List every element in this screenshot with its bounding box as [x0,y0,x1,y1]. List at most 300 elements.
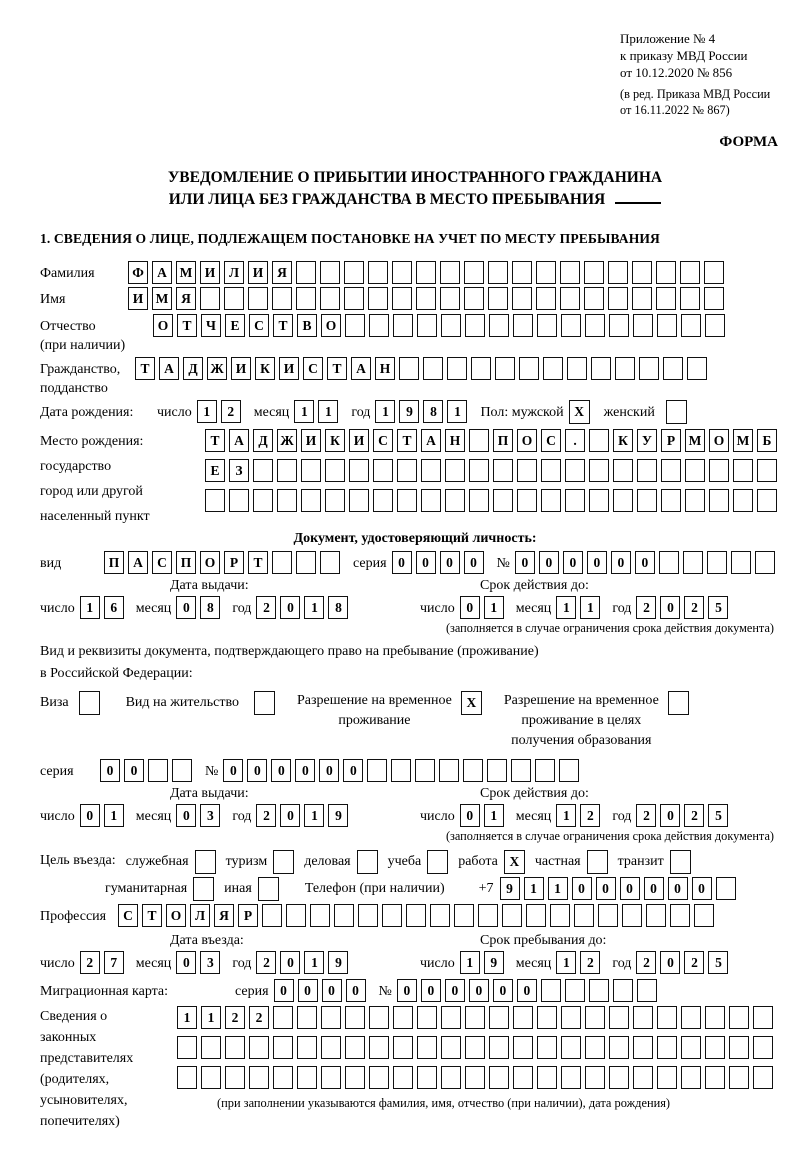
char-box[interactable]: Я [176,287,196,310]
char-box[interactable] [447,357,467,380]
char-box[interactable]: 9 [399,400,419,423]
char-box[interactable] [441,1036,461,1059]
female-checkbox[interactable] [666,400,687,424]
char-box[interactable] [345,1066,365,1089]
char-box[interactable] [657,1006,677,1029]
char-box[interactable] [441,314,461,337]
char-box[interactable]: В [297,314,317,337]
male-checkbox[interactable]: X [569,400,590,424]
purpose-study-checkbox[interactable] [427,850,448,874]
char-box[interactable]: 5 [708,951,728,974]
char-box[interactable] [321,1036,341,1059]
char-box[interactable] [397,489,417,512]
char-box[interactable] [368,287,388,310]
char-box[interactable] [609,1006,629,1029]
char-box[interactable] [464,287,484,310]
char-box[interactable] [421,459,441,482]
char-box[interactable] [423,357,443,380]
char-box[interactable] [454,904,474,927]
purpose-other-checkbox[interactable] [258,877,279,901]
char-box[interactable] [637,979,657,1002]
residence-permit-checkbox[interactable] [254,691,275,715]
char-box[interactable]: 1 [177,1006,197,1029]
char-box[interactable] [681,314,701,337]
char-box[interactable]: 1 [304,951,324,974]
char-box[interactable]: 0 [587,551,607,574]
char-box[interactable]: А [159,357,179,380]
char-box[interactable]: 0 [322,979,342,1002]
char-box[interactable]: 1 [484,804,504,827]
char-box[interactable] [661,489,681,512]
char-box[interactable]: 0 [176,951,196,974]
char-box[interactable] [646,904,666,927]
char-box[interactable]: 0 [493,979,513,1002]
char-box[interactable] [598,904,618,927]
char-box[interactable] [205,489,225,512]
char-box[interactable] [373,489,393,512]
char-box[interactable]: П [104,551,124,574]
char-box[interactable] [632,287,652,310]
char-box[interactable]: 0 [596,877,616,900]
char-box[interactable] [633,1006,653,1029]
char-box[interactable]: М [733,429,753,452]
char-box[interactable] [345,314,365,337]
char-box[interactable] [517,489,537,512]
char-box[interactable]: З [229,459,249,482]
char-box[interactable]: 1 [447,400,467,423]
char-box[interactable]: 0 [280,951,300,974]
char-box[interactable]: С [303,357,323,380]
char-box[interactable] [585,1036,605,1059]
char-box[interactable]: 1 [484,596,504,619]
char-box[interactable] [464,261,484,284]
char-box[interactable]: 0 [539,551,559,574]
char-box[interactable] [550,904,570,927]
char-box[interactable] [297,1036,317,1059]
char-box[interactable]: 7 [104,951,124,974]
char-box[interactable]: 2 [684,596,704,619]
char-box[interactable] [656,261,676,284]
char-box[interactable]: 0 [460,804,480,827]
char-box[interactable] [478,904,498,927]
char-box[interactable]: 2 [636,596,656,619]
purpose-tourism-checkbox[interactable] [273,850,294,874]
char-box[interactable] [574,904,594,927]
char-box[interactable]: 0 [421,979,441,1002]
char-box[interactable] [417,1036,437,1059]
char-box[interactable]: 1 [524,877,544,900]
char-box[interactable] [541,459,561,482]
char-box[interactable]: М [152,287,172,310]
char-box[interactable] [469,429,489,452]
char-box[interactable] [561,1036,581,1059]
char-box[interactable] [543,357,563,380]
char-box[interactable] [537,1066,557,1089]
char-box[interactable]: 1 [197,400,217,423]
char-box[interactable] [584,287,604,310]
char-box[interactable] [537,314,557,337]
char-box[interactable] [417,314,437,337]
char-box[interactable]: Р [224,551,244,574]
char-box[interactable] [430,904,450,927]
char-box[interactable] [657,1036,677,1059]
char-box[interactable] [537,1006,557,1029]
char-box[interactable] [585,314,605,337]
char-box[interactable]: Ч [201,314,221,337]
char-box[interactable] [273,1036,293,1059]
char-box[interactable] [729,1036,749,1059]
char-box[interactable]: У [637,429,657,452]
char-box[interactable] [513,1006,533,1029]
char-box[interactable] [406,904,426,927]
char-box[interactable] [681,1006,701,1029]
char-box[interactable] [489,1006,509,1029]
char-box[interactable]: 0 [124,759,144,782]
char-box[interactable]: О [166,904,186,927]
char-box[interactable] [609,1036,629,1059]
purpose-humanitarian-checkbox[interactable] [193,877,214,901]
purpose-official-checkbox[interactable] [195,850,216,874]
char-box[interactable] [683,551,703,574]
char-box[interactable]: С [152,551,172,574]
char-box[interactable]: 2 [221,400,241,423]
char-box[interactable] [358,904,378,927]
char-box[interactable] [225,1036,245,1059]
char-box[interactable] [680,287,700,310]
char-box[interactable] [417,1006,437,1029]
char-box[interactable] [392,287,412,310]
purpose-transit-checkbox[interactable] [670,850,691,874]
char-box[interactable]: 0 [563,551,583,574]
char-box[interactable]: 0 [397,979,417,1002]
char-box[interactable]: П [493,429,513,452]
char-box[interactable]: М [685,429,705,452]
char-box[interactable] [633,314,653,337]
char-box[interactable] [297,1066,317,1089]
char-box[interactable] [661,459,681,482]
char-box[interactable] [225,1066,245,1089]
char-box[interactable] [560,261,580,284]
char-box[interactable]: С [373,429,393,452]
char-box[interactable]: 1 [556,804,576,827]
char-box[interactable] [296,287,316,310]
char-box[interactable]: А [128,551,148,574]
char-box[interactable] [537,1036,557,1059]
char-box[interactable]: К [255,357,275,380]
char-box[interactable] [201,1066,221,1089]
char-box[interactable] [613,979,633,1002]
char-box[interactable]: П [176,551,196,574]
char-box[interactable] [705,1036,725,1059]
char-box[interactable] [729,1066,749,1089]
char-box[interactable] [656,287,676,310]
char-box[interactable] [469,459,489,482]
char-box[interactable] [637,459,657,482]
char-box[interactable]: А [351,357,371,380]
char-box[interactable] [177,1036,197,1059]
char-box[interactable] [310,904,330,927]
char-box[interactable]: 2 [249,1006,269,1029]
char-box[interactable] [639,357,659,380]
char-box[interactable] [301,489,321,512]
temp-residence-checkbox[interactable]: X [461,691,482,715]
char-box[interactable] [277,459,297,482]
char-box[interactable]: 2 [580,804,600,827]
char-box[interactable] [584,261,604,284]
char-box[interactable]: Е [205,459,225,482]
char-box[interactable]: 2 [636,804,656,827]
char-box[interactable]: 0 [660,804,680,827]
char-box[interactable] [321,1006,341,1029]
char-box[interactable] [393,1006,413,1029]
char-box[interactable] [541,979,561,1002]
char-box[interactable] [687,357,707,380]
char-box[interactable] [489,1036,509,1059]
char-box[interactable]: О [321,314,341,337]
char-box[interactable] [463,759,483,782]
char-box[interactable] [321,1066,341,1089]
char-box[interactable] [657,1066,677,1089]
char-box[interactable]: К [613,429,633,452]
char-box[interactable]: 0 [692,877,712,900]
char-box[interactable] [445,489,465,512]
char-box[interactable]: Р [238,904,258,927]
char-box[interactable] [495,357,515,380]
char-box[interactable] [393,314,413,337]
char-box[interactable] [585,1006,605,1029]
char-box[interactable] [729,1006,749,1029]
char-box[interactable]: 8 [200,596,220,619]
char-box[interactable] [585,1066,605,1089]
char-box[interactable]: О [153,314,173,337]
char-box[interactable] [680,261,700,284]
char-box[interactable]: 0 [668,877,688,900]
char-box[interactable]: О [200,551,220,574]
char-box[interactable]: Т [135,357,155,380]
char-box[interactable]: 2 [256,804,276,827]
char-box[interactable] [416,287,436,310]
char-box[interactable]: Т [205,429,225,452]
char-box[interactable] [591,357,611,380]
char-box[interactable] [704,261,724,284]
char-box[interactable]: 0 [635,551,655,574]
char-box[interactable] [272,287,292,310]
char-box[interactable] [399,357,419,380]
char-box[interactable] [670,904,690,927]
char-box[interactable]: . [565,429,585,452]
purpose-private-checkbox[interactable] [587,850,608,874]
char-box[interactable] [391,759,411,782]
char-box[interactable] [704,287,724,310]
char-box[interactable] [465,1006,485,1029]
char-box[interactable]: 3 [200,951,220,974]
char-box[interactable] [681,1066,701,1089]
char-box[interactable] [320,551,340,574]
char-box[interactable] [393,1036,413,1059]
purpose-work-checkbox[interactable]: X [504,850,525,874]
char-box[interactable]: 0 [80,804,100,827]
char-box[interactable] [469,489,489,512]
char-box[interactable]: Т [327,357,347,380]
char-box[interactable]: Н [375,357,395,380]
char-box[interactable]: 0 [464,551,484,574]
char-box[interactable] [565,489,585,512]
purpose-business-checkbox[interactable] [357,850,378,874]
char-box[interactable] [200,287,220,310]
char-box[interactable] [373,459,393,482]
char-box[interactable]: Т [273,314,293,337]
char-box[interactable]: 2 [684,951,704,974]
char-box[interactable] [755,551,775,574]
char-box[interactable] [733,459,753,482]
char-box[interactable] [441,1006,461,1029]
char-box[interactable] [392,261,412,284]
char-box[interactable] [561,1006,581,1029]
char-box[interactable] [272,551,292,574]
char-box[interactable]: 2 [256,951,276,974]
char-box[interactable]: 1 [201,1006,221,1029]
char-box[interactable] [286,904,306,927]
char-box[interactable]: 1 [318,400,338,423]
char-box[interactable] [465,314,485,337]
char-box[interactable] [489,314,509,337]
char-box[interactable] [262,904,282,927]
char-box[interactable]: 0 [440,551,460,574]
char-box[interactable] [441,1066,461,1089]
char-box[interactable]: 1 [548,877,568,900]
char-box[interactable]: Л [224,261,244,284]
char-box[interactable]: 0 [247,759,267,782]
char-box[interactable] [277,489,297,512]
char-box[interactable] [248,287,268,310]
char-box[interactable] [589,429,609,452]
char-box[interactable]: Я [214,904,234,927]
char-box[interactable] [488,287,508,310]
char-box[interactable]: 0 [469,979,489,1002]
char-box[interactable]: 0 [660,951,680,974]
char-box[interactable] [301,459,321,482]
char-box[interactable] [753,1036,773,1059]
char-box[interactable] [421,489,441,512]
char-box[interactable] [369,1036,389,1059]
char-box[interactable] [536,261,556,284]
char-box[interactable]: 2 [80,951,100,974]
char-box[interactable] [753,1006,773,1029]
char-box[interactable] [609,1066,629,1089]
char-box[interactable] [253,459,273,482]
char-box[interactable]: 0 [319,759,339,782]
char-box[interactable]: 0 [445,979,465,1002]
char-box[interactable]: И [231,357,251,380]
char-box[interactable] [325,459,345,482]
char-box[interactable] [513,314,533,337]
char-box[interactable] [345,1036,365,1059]
char-box[interactable] [368,261,388,284]
char-box[interactable]: К [325,429,345,452]
char-box[interactable]: 0 [515,551,535,574]
char-box[interactable] [349,489,369,512]
char-box[interactable]: 0 [346,979,366,1002]
char-box[interactable] [561,1066,581,1089]
char-box[interactable]: 5 [708,596,728,619]
char-box[interactable]: 1 [104,804,124,827]
char-box[interactable] [615,357,635,380]
char-box[interactable]: 5 [708,804,728,827]
char-box[interactable] [757,489,777,512]
char-box[interactable]: И [248,261,268,284]
char-box[interactable]: 1 [580,596,600,619]
char-box[interactable]: 0 [644,877,664,900]
char-box[interactable] [694,904,714,927]
char-box[interactable]: 0 [274,979,294,1002]
char-box[interactable] [440,287,460,310]
char-box[interactable] [320,287,340,310]
char-box[interactable] [296,551,316,574]
char-box[interactable] [637,489,657,512]
char-box[interactable] [487,759,507,782]
char-box[interactable] [273,1006,293,1029]
char-box[interactable]: Т [248,551,268,574]
char-box[interactable] [465,1066,485,1089]
char-box[interactable] [685,489,705,512]
char-box[interactable]: 1 [556,596,576,619]
char-box[interactable] [526,904,546,927]
char-box[interactable] [229,489,249,512]
char-box[interactable] [589,979,609,1002]
char-box[interactable]: 8 [423,400,443,423]
char-box[interactable]: Д [183,357,203,380]
char-box[interactable] [465,1036,485,1059]
char-box[interactable] [512,261,532,284]
char-box[interactable] [369,1006,389,1029]
char-box[interactable] [334,904,354,927]
char-box[interactable] [657,314,677,337]
char-box[interactable] [416,261,436,284]
char-box[interactable] [511,759,531,782]
char-box[interactable]: 2 [580,951,600,974]
char-box[interactable] [681,1036,701,1059]
char-box[interactable] [493,489,513,512]
char-box[interactable] [608,287,628,310]
char-box[interactable] [541,489,561,512]
char-box[interactable]: А [229,429,249,452]
char-box[interactable] [253,489,273,512]
char-box[interactable]: 2 [636,951,656,974]
char-box[interactable] [512,287,532,310]
char-box[interactable]: И [279,357,299,380]
char-box[interactable]: А [421,429,441,452]
char-box[interactable] [513,1066,533,1089]
char-box[interactable]: Ж [207,357,227,380]
char-box[interactable] [633,1066,653,1089]
char-box[interactable] [249,1036,269,1059]
visa-checkbox[interactable] [79,691,100,715]
char-box[interactable]: 0 [416,551,436,574]
char-box[interactable]: 1 [294,400,314,423]
char-box[interactable]: 8 [328,596,348,619]
char-box[interactable] [296,261,316,284]
char-box[interactable]: С [541,429,561,452]
char-box[interactable] [565,459,585,482]
char-box[interactable]: И [200,261,220,284]
char-box[interactable] [589,489,609,512]
char-box[interactable] [707,551,727,574]
char-box[interactable] [559,759,579,782]
char-box[interactable] [148,759,168,782]
char-box[interactable] [709,489,729,512]
char-box[interactable] [224,287,244,310]
char-box[interactable]: Т [397,429,417,452]
